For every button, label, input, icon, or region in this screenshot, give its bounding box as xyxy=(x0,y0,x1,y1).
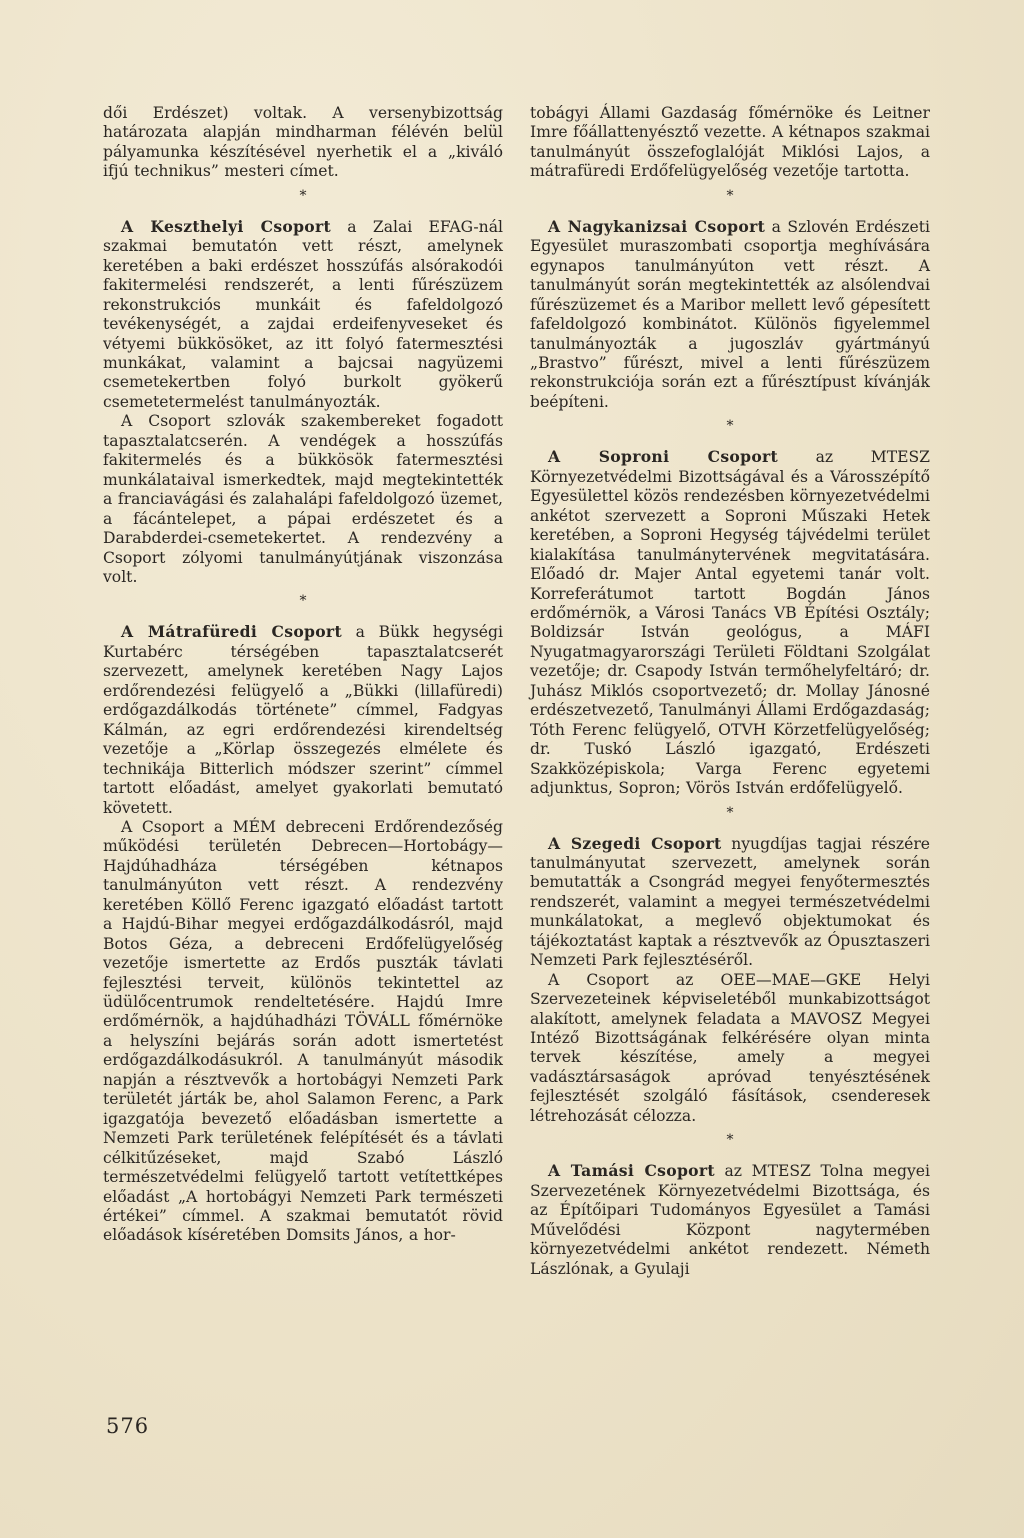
group-heading: A Soproni Csoport xyxy=(548,447,779,467)
section-separator: * xyxy=(726,804,734,821)
paragraph: dői Erdészet) voltak. A versenybizottság határozata alapján mindharman félévén belül pályamunka készítésével nyerhetik el a „kiváló ifjú technikus” mesteri címet. xyxy=(103,104,503,181)
paragraph xyxy=(530,1161,930,1279)
paragraph: A Csoport a MÉM debreceni Erdőrendezőség működési területén Debrecen—Hortobágy—Hajdúhadháza térségében kétnapos tanulmányúton vett részt. A rendezvény keretében Köllő Ferenc igazgató előadást tartott a Hajdú-Bihar megyei erdőgazdálkodásról, majd Botos Géza, a debreceni Erdőfelügyelőség vezetője ismertette az Erdős puszták távlati fejlesztési terveit, különös tekintettel az üdülőcentrumok rendeltetésére. Hajdú Imre erdőmérnök, a hajdúhadházi TÖVÁLL főmérnöke a helyszíni bejárás során adott ismertetést erdőgazdálkodásukról. A tanulmányút második napján a résztvevők a hortobágyi Nemzeti Park területét járták be, ahol Salamon Ferenc, a Park igazgatója bevezető előadásban ismertette a Nemzeti Park területének felépítését és a távlati célkitűzéseket, majd Szabó László természetvédelmi felügyelő tartott vetítettképes előadást „A hortobágyi Nemzeti Park természeti értékei” címmel. A szakmai bemutatót rövid előadások kíséretében Domsits János, a hor- xyxy=(103,817,503,1245)
section-separator: * xyxy=(299,187,307,204)
paragraph-text: a Zalai EFAG-nál szakmai bemutatón vett részt, amelynek keretében a baki erdészet hosszúfás alsórakodói fakitermelési rendszerét, a lenti fűrészüzem rekonstrukciós munkáit és fafeldolgozó tevékenységét, a zajdai erdeifenyveseket és vétyemi bükkösöket, az itt folyó fatermesztési munkákat, valamint a bajcsai nagyüzemi csemetekertben folyó burkolt gyökerű csemetetermelést tanulmányozták. xyxy=(103,217,503,411)
left-column xyxy=(103,104,503,1246)
section-separator: * xyxy=(299,593,307,610)
paragraph-text: az MTESZ Tolna megyei Szervezetének Környezetvédelmi Bizottsága, és az Építőipari Tudományos Egyesület a Tamási Művelődési Központ nagytermében környezetvédelmi ankétot rendezett. Németh Lászlónak, a Gyulaji xyxy=(530,1162,930,1278)
section-separator: * xyxy=(726,418,734,435)
group-heading: A Nagykanizsai Csoport xyxy=(548,216,766,236)
paragraph: tobágyi Állami Gazdaság főmérnöke és Leitner Imre főállattenyésztő vezette. A kétnapos szakmai tanulmányút összefoglalóját Miklósi Lajos, a mátrafüredi Erdőfelügyelőség vezetője tartotta. xyxy=(530,104,930,181)
paragraph: A Csoport szlovák szakembereket fogadott tapasztalatcserén. A vendégek a hosszúfás fakitermelés és a bükkösök fatermesztési munkálataival ismerkedtek, majd megtekintették a franciavágási és zalahalápi fafeldolgozó üzemet, a fácántelepet, a pápai erdészetet és a Darabderdei-csemetekertet. A rendezvény a Csoport zólyomi tanulmányútjának viszonzása volt. xyxy=(103,412,503,586)
right-column xyxy=(530,104,930,1279)
paragraph xyxy=(530,217,930,413)
paragraph-text: nyugdíjas tagjai részére tanulmányutat szervezett, amelynek során bemutatták a Csongrád megyei fenyőtermesztés rendszerét, valamint a megyei természetvédelmi munkálatokat, a meglevő objektumokat és tájékoztatást kaptak a résztvevők az Ópusztaszeri Nemzeti Park fejlesztéséről. xyxy=(530,834,931,970)
group-heading: A Mátrafüredi Csoport xyxy=(121,622,342,642)
paragraph xyxy=(103,217,503,413)
group-heading: A Keszthelyi Csoport xyxy=(121,216,332,236)
section-separator: * xyxy=(726,1132,734,1149)
group-heading: A Tamási Csoport xyxy=(548,1161,715,1181)
page-number: 576 xyxy=(106,1414,150,1438)
paragraph-text: az MTESZ Környezetvédelmi Bizottságával és a Városszépítő Egyesülettel közös rendezésben környezetvédelmi ankétot szervezett a Soproni Műszaki Hetek keretében, a Soproni Hegység tájvédelmi terület kialakítása tanulmánytervének megvitatására. Előadó dr. Majer Antal egyetemi tanár volt. Korreferátumot tartott Bogdán János erdőmérnök, a Városi Tanács VB Építési Osztály; Boldizsár István geológus, a MÁFI Nyugatmagyarországi Területi Földtani Szolgálat vezetője; dr. Csapody István termőhelyfeltáró; dr. Juhász Miklós csoportvezető; dr. Mollay Jánosné erdészetvezető, Tanulmányi Állami Erdőgazdaság; Tóth Ferenc felügyelő, OTVH Körzetfelügyelőség; dr. Tuskó László igazgató, Erdészeti Szakközépiskola; Varga Ferenc egyetemi adjunktus, Sopron; Vörös István erdőfelügyelő. xyxy=(530,448,930,798)
group-heading: A Szegedi Csoport xyxy=(548,833,722,853)
paragraph: A Csoport az OEE—MAE—GKE Helyi Szervezeteinek képviseletéből munkabizottságot alakított, amelynek feladata a MAVOSZ Megyei Intéző Bizottságának felkérésére olyan minta tervek készítése, amely a megyei vadásztársaságok apróvad tenyésztésének fejlesztését szolgáló fásítások, csenderesek létrehozását célozza. xyxy=(530,970,930,1125)
paragraph-text: a Bükk hegységi Kurtabérc térségében tapasztalatcserét szervezett, amelynek keretében Nagy Lajos erdőrendezési felügyelő a „Bükki (lillafüredi) erdőgazdálkodás története” címmel, Fadgyas Kálmán, az egri erdőrendezési kirendeltség vezetője a „Körlap összegezés elmélete és technikája Bitterlich módszer szerint” címmel tartott előadást, amelyet gyakorlati bemutató követett. xyxy=(103,623,503,817)
paragraph xyxy=(530,834,930,971)
section-separator: * xyxy=(726,187,734,204)
paragraph xyxy=(530,447,930,798)
paragraph xyxy=(103,622,503,818)
paragraph-text: a Szlovén Erdészeti Egyesület muraszombati csoportja meghívására egynapos tanulmányúton vett részt. A tanulmányút során megtekintették az alsólendvai fűrészüzemet és a Maribor mellett levő gépesített fafeldolgozó kombinátot. Különös figyelemmel tanulmányozták a jugoszláv gyártmányú „Brastvo” fűrészt, mivel a lenti fűrészüzem rekonstrukciója során ezt a fűrésztípust kívánják beépíteni. xyxy=(530,217,930,411)
